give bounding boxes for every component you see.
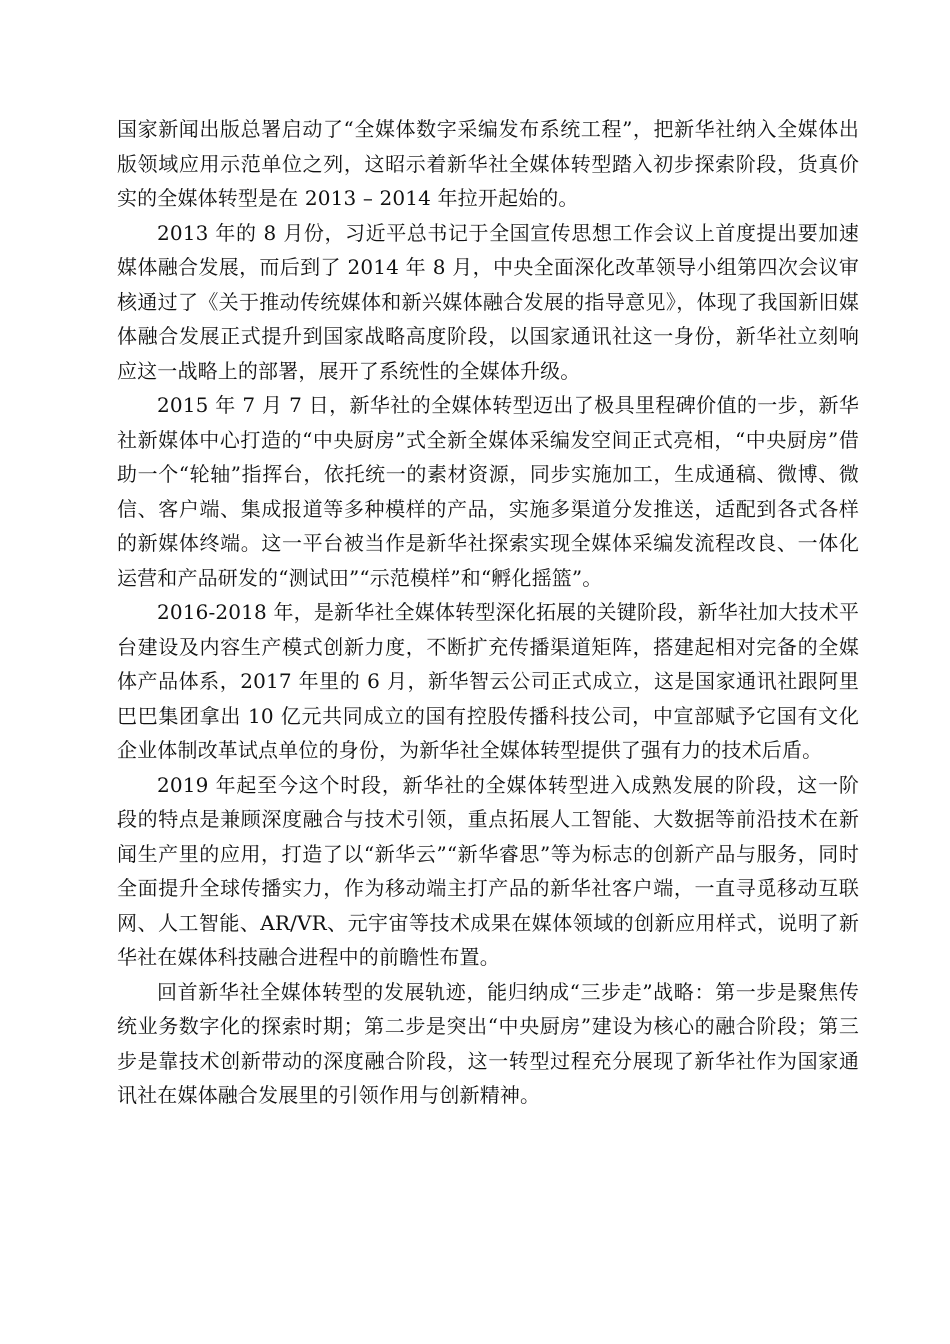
paragraph-2019-mature-stage: 2019 年起至今这个时段，新华社的全媒体转型进入成熟发展的阶段，这一阶段的特点是兼顾深度融合与技术引领，重点拓展人工智能、大数据等前沿技术在新闻生产里的应用，打造了以“新华云”“新华睿思”等为标志的创新产品与服务，同时全面提升全球传播实力，作为移动端主打产品的新华社客户端，一直寻觅移动互联网、人工智能、AR/VR、元宇宙等技术成果在媒体领域的创新应用样式，说明了新华社在媒体科技融合进程中的前瞻性布置。 <box>117 772 859 969</box>
paragraph-three-step-summary: 回首新华社全媒体转型的发展轨迹，能归纳成“三步走”战略：第一步是聚焦传统业务数字化的探索时期；第二步是突出“中央厨房”建设为核心的融合阶段；第三步是靠技术创新带动的深度融合阶段，这一转型过程充分展现了新华社作为国家通讯社在媒体融合发展里的引领作用与创新精神。 <box>117 979 859 1107</box>
paragraph-2015-central-kitchen: 2015 年 7 月 7 日，新华社的全媒体转型迈出了极具里程碑价值的一步，新华社新媒体中心打造的“中央厨房”式全新全媒体采编发空间正式亮相，“中央厨房”借助一个“轮轴”指挥台，依托统一的素材资源，同步实施加工，生成通稿、微博、微信、客户端、集成报道等多种模样的产品，实施多渠道分发推送，适配到各式各样的新媒体终端。这一平台被当作是新华社探索实现全媒体采编发流程改良、一体化运营和产品研发的“测试田”“示范模样”和“孵化摇篮”。 <box>117 393 859 590</box>
paragraph-2016-2018-expansion: 2016-2018 年，是新华社全媒体转型深化拓展的关键阶段，新华社加大技术平台建设及内容生产模式创新力度，不断扩充传播渠道矩阵，搭建起相对完备的全媒体产品体系，2017 年里的 6 月，新华智云公司正式成立，这是国家通讯社跟阿里巴巴集团拿出 10 亿元共同成立的国有控股传播科技公司，中宣部赋予它国有文化企业体制改革试点单位的身份，为新华社全媒体转型提供了强有力的技术后盾。 <box>117 600 859 762</box>
paragraph-continuation: 国家新闻出版总署启动了“全媒体数字采编发布系统工程”，把新华社纳入全媒体出版领域应用示范单位之列，这昭示着新华社全媒体转型踏入初步探索阶段，货真价实的全媒体转型是在 2013 – 2014 年拉开起始的。 <box>117 117 859 210</box>
paragraph-2013-media-fusion: 2013 年的 8 月份，习近平总书记于全国宣传思想工作会议上首度提出要加速媒体融合发展，而后到了 2014 年 8 月，中央全面深化改革领导小组第四次会议审核通过了《关于推动传统媒体和新兴媒体融合发展的指导意见》，体现了我国新旧媒体融合发展正式提升到国家战略高度阶段，以国家通讯社这一身份，新华社立刻响应这一战略上的部署，展开了系统性的全媒体升级。 <box>117 220 859 383</box>
document-body <box>117 112 859 1113</box>
